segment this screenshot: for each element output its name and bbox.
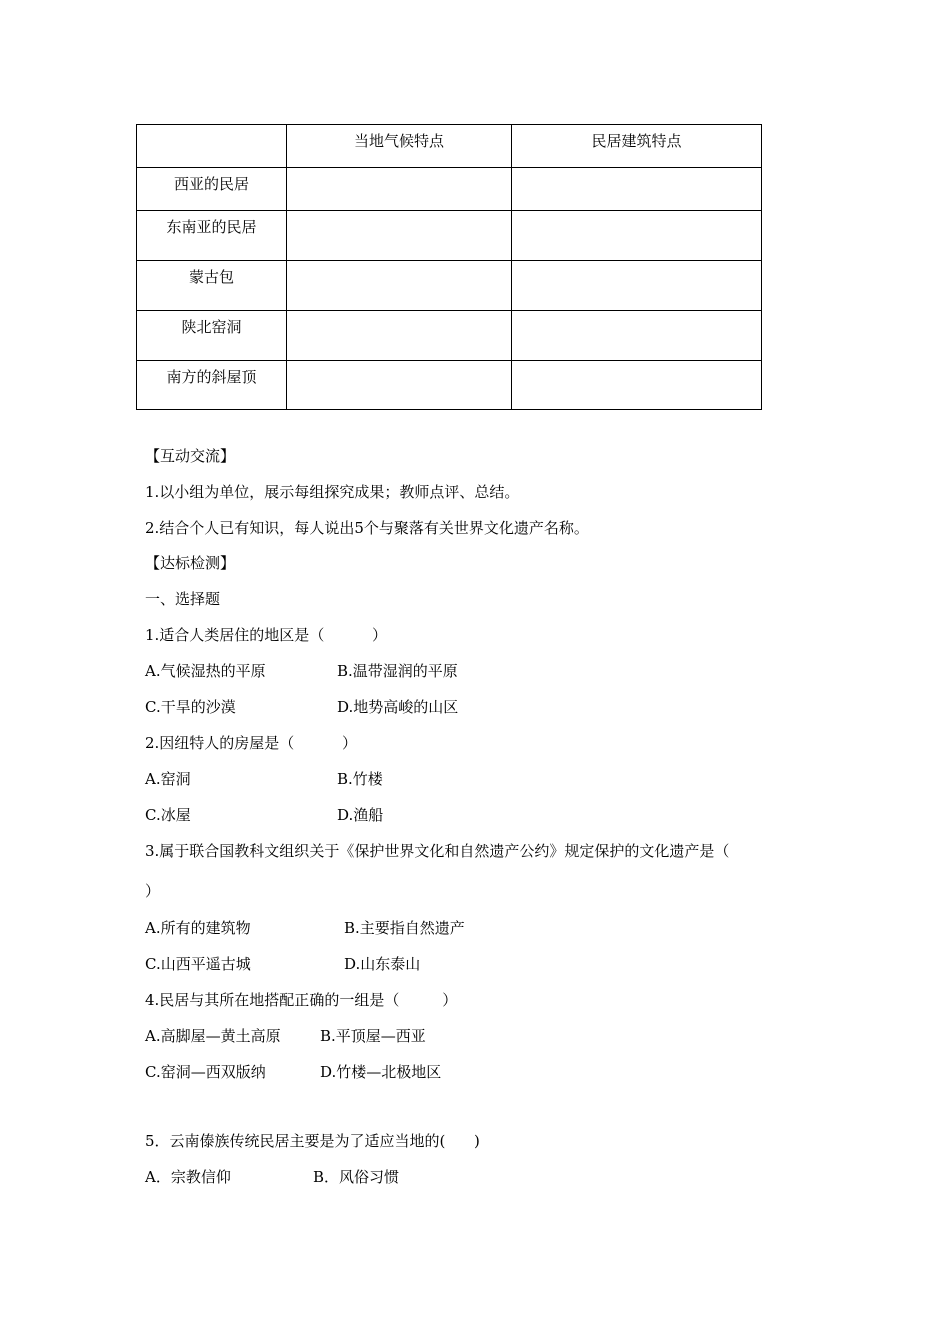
table-header-row [137,125,762,168]
table-cell[interactable] [512,168,762,211]
table-cell[interactable] [287,261,512,311]
table-row-label: 东南亚的民居 [137,211,287,261]
interact-item: 2.结合个人已有知识，每人说出5个与聚落有关世界文化遗产名称。 [145,519,589,537]
option-c[interactable]: C.干旱的沙漠 [145,698,236,716]
question-stem: 5．云南傣族传统民居主要是为了适应当地的( ) [145,1132,480,1150]
table-row-label: 陕北窑洞 [137,311,287,361]
table-cell[interactable] [512,261,762,311]
option-b[interactable]: B.平顶屋—西亚 [320,1027,426,1045]
table-cell[interactable] [512,361,762,410]
section-title: 一、选择题 [145,590,221,608]
table-header-cell [137,125,287,168]
option-b[interactable]: B．风俗习惯 [313,1168,400,1186]
table-row [137,361,762,410]
table-cell[interactable] [512,211,762,261]
table-row-label: 南方的斜屋顶 [137,361,287,410]
table-cell[interactable] [287,361,512,410]
table-row [137,211,762,261]
option-b[interactable]: B.主要指自然遗产 [344,919,465,937]
option-b[interactable]: B.温带湿润的平原 [337,662,458,680]
table-row [137,311,762,361]
option-a[interactable]: A.所有的建筑物 [145,919,251,937]
option-c[interactable]: C.窑洞—西双版纳 [145,1063,266,1081]
interact-heading: 【互动交流】 [145,447,236,465]
interact-item: 1.以小组为单位，展示每组探究成果；教师点评、总结。 [145,483,520,501]
option-a[interactable]: A.气候湿热的平原 [145,662,266,680]
option-d[interactable]: D.渔船 [337,806,384,824]
question-stem-continued: ） [145,882,161,900]
table-cell[interactable] [287,211,512,261]
table-row [137,168,762,211]
option-a[interactable]: A．宗教信仰 [145,1168,231,1186]
option-c[interactable]: C.冰屋 [145,806,191,824]
option-d[interactable]: D.竹楼—北极地区 [320,1063,442,1081]
option-a[interactable]: A.窑洞 [145,770,191,788]
test-heading: 【达标检测】 [145,554,236,572]
question-stem: 1.适合人类居住的地区是（ ） [145,626,387,644]
table-row-label: 西亚的民居 [137,168,287,211]
table-cell[interactable] [512,311,762,361]
question-stem: 2.因纽特人的房屋是（ ） [145,734,357,752]
table-cell[interactable] [287,311,512,361]
option-b[interactable]: B.竹楼 [337,770,383,788]
table-row [137,261,762,311]
option-a[interactable]: A.高脚屋—黄土高原 [145,1027,281,1045]
question-stem: 3.属于联合国教科文组织关于《保护世界文化和自然遗产公约》规定保护的文化遗产是（ [145,842,730,860]
option-d[interactable]: D.山东泰山 [344,955,421,973]
housing-table [136,124,762,410]
table-header-cell: 当地气候特点 [287,125,512,168]
table-header-cell: 民居建筑特点 [512,125,762,168]
question-stem: 4.民居与其所在地搭配正确的一组是（ ） [145,991,458,1009]
option-c[interactable]: C.山西平遥古城 [145,955,251,973]
option-d[interactable]: D.地势高峻的山区 [337,698,459,716]
table-row-label: 蒙古包 [137,261,287,311]
table-cell[interactable] [287,168,512,211]
